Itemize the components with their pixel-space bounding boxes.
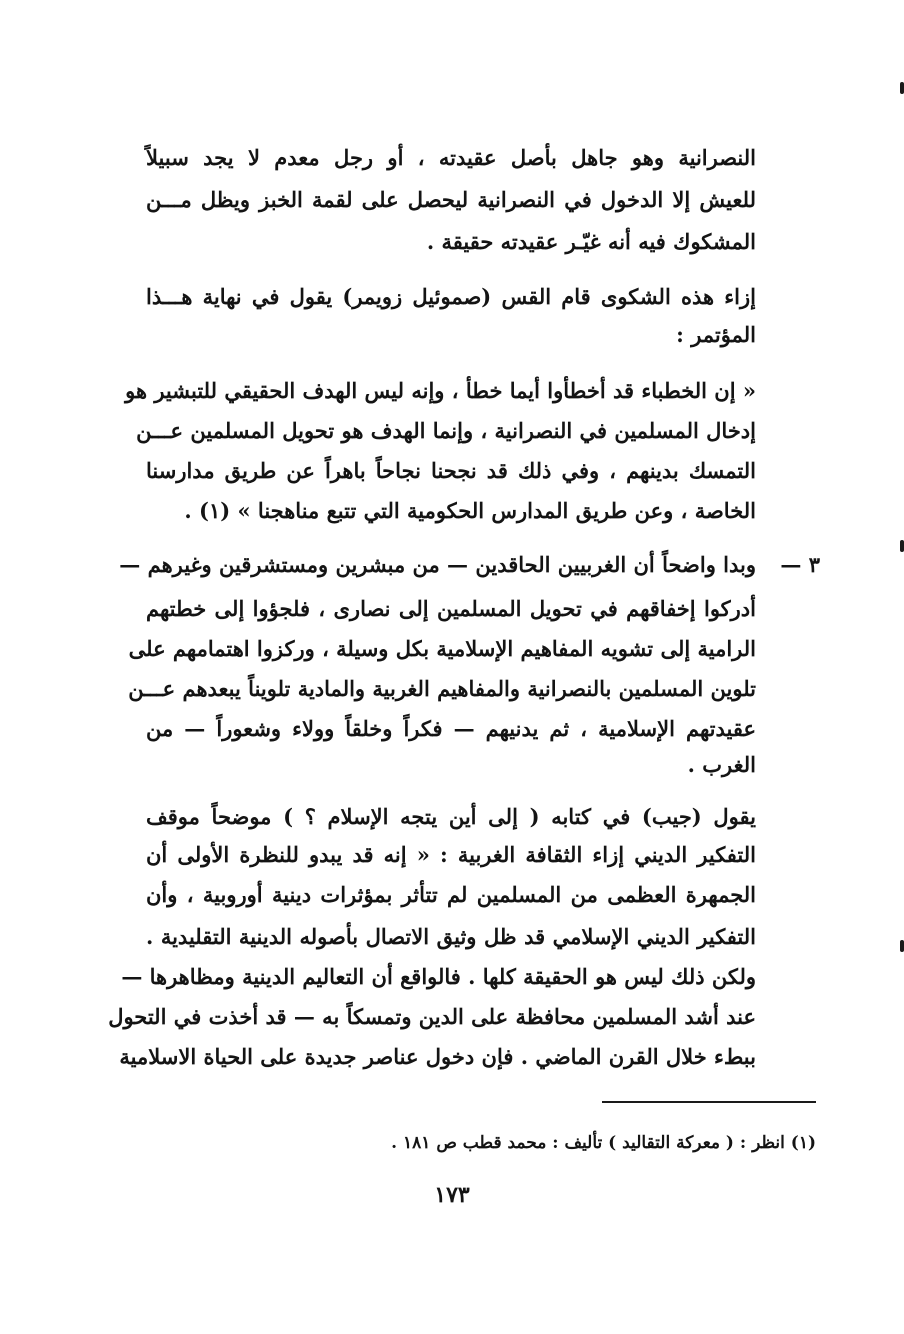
paragraph-3-line-2: إدخال المسلمين في النصرانية ، وإنما الهدف هو تحويل المسلمين عـــن: [136, 418, 756, 443]
paragraph-4-line-1: وبدا واضحاً أن الغربيين الحاقدين — من مبشرين ومستشرقين وغيرهم —: [119, 552, 756, 577]
paragraph-5-line-4: التفكير الديني الإسلامي قد ظل وثيق الاتصال بأصوله الدينية التقليدية .: [146, 924, 756, 949]
scan-edge-mark: [900, 540, 904, 552]
paragraph-2-line-2: المؤتمر :: [676, 322, 756, 347]
paragraph-5-line-6: عند أشد المسلمين محافظة على الدين وتمسكاً به — قد أخذت في التحول: [108, 1004, 756, 1029]
paragraph-3-line-3: التمسك بدينهم ، وفي ذلك قد نجحنا نجاحاً باهراً عن طريق مدارسنا: [146, 458, 756, 483]
paragraph-4-line-4: تلوين المسلمين بالنصرانية والمفاهيم الغربية والمادية تلويناً يبعدهم عـــن: [128, 676, 756, 701]
paragraph-1-line-2: للعيش إلا الدخول في النصرانية ليحصل على لقمة الخبز ويظل مـــن: [146, 187, 756, 212]
item-number-marker: ٣ —: [780, 552, 820, 577]
scan-edge-mark: [900, 82, 904, 94]
paragraph-4-line-5: عقيدتهم الإسلامية ، ثم يدنيهم — فكراً وخلقاً وولاء وشعوراً — من: [146, 716, 756, 741]
paragraph-1-line-3: المشكوك فيه أنه غيّـر عقيدته حقيقة .: [426, 229, 756, 254]
paragraph-4-line-6: الغرب .: [687, 752, 756, 777]
paragraph-4-line-3: الرامية إلى تشويه المفاهيم الإسلامية بكل وسيلة ، وركزوا اهتمامهم على: [128, 636, 756, 661]
paragraph-1-line-1: النصرانية وهو جاهل بأصل عقيدته ، أو رجل معدم لا يجد سبيلاً: [146, 145, 756, 170]
paragraph-5-line-5: ولكن ذلك ليس هو الحقيقة كلها . فالواقع أن التعاليم الدينية ومظاهرها —: [121, 964, 756, 989]
scan-edge-mark: [900, 940, 904, 952]
footnote: (١) انظر : ( معركة التقاليد ) تأليف : محمد قطب ص ١٨١ .: [391, 1133, 816, 1153]
paragraph-5-line-1: يقول (جيب) في كتابه ( إلى أين يتجه الإسلام ؟ ) موضحاً موقف: [146, 804, 756, 829]
footnote-separator: [602, 1101, 816, 1103]
paragraph-5-line-7: ببطء خلال القرن الماضي . فإن دخول عناصر جديدة على الحياة الاسلامية: [119, 1044, 756, 1069]
paragraph-3-line-1: « إن الخطباء قد أخطأوا أيما خطأ ، وإنه ليس الهدف الحقيقي للتبشير هو: [125, 378, 756, 403]
page-number: ١٧٣: [434, 1182, 470, 1208]
paragraph-4-line-2: أدركوا إخفاقهم في تحويل المسلمين إلى نصارى ، فلجؤوا إلى خطتهم: [146, 596, 756, 621]
paragraph-3-line-4: الخاصة ، وعن طريق المدارس الحكومية التي تتبع مناهجنا » (١) .: [184, 498, 756, 523]
paragraph-2-line-1: إزاء هذه الشكوى قام القس (صموئيل زويمر) يقول في نهاية هـــذا: [146, 284, 756, 309]
paragraph-5-line-3: الجمهرة العظمى من المسلمين لم تتأثر بمؤثرات دينية أوروبية ، وأن: [146, 882, 756, 907]
paragraph-5-line-2: التفكير الديني إزاء الثقافة الغربية : « إنه قد يبدو للنظرة الأولى أن: [146, 842, 756, 867]
